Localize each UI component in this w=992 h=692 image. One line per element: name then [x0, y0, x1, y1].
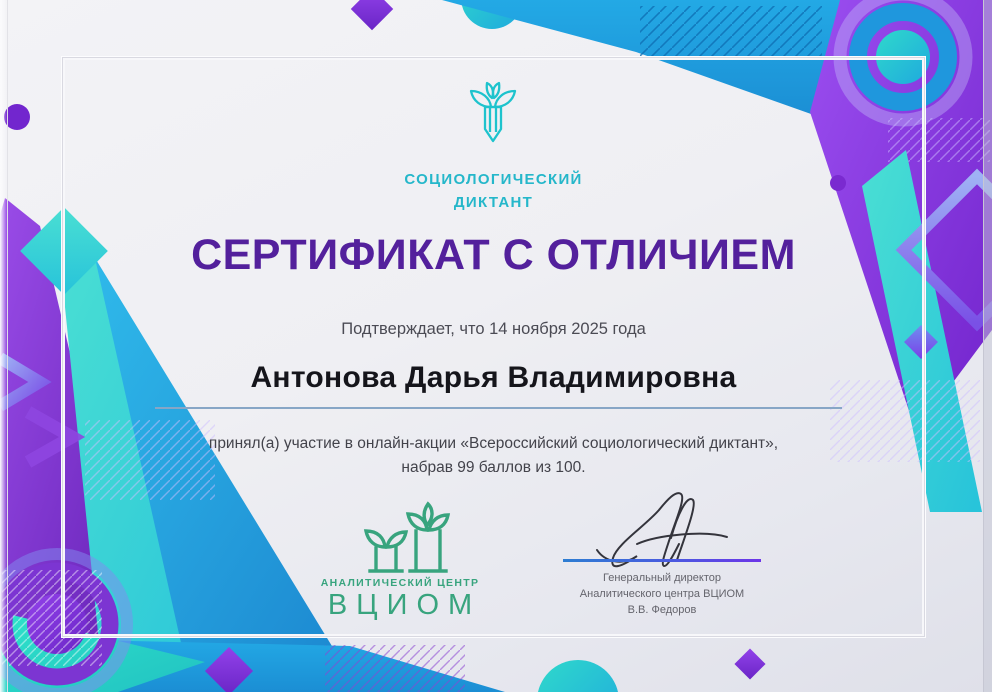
signature-line: [563, 559, 761, 562]
certificate-title: СЕРТИФИКАТ С ОТЛИЧИЕМ: [191, 231, 796, 279]
signatory-role-line1: Генеральный директор: [603, 572, 721, 584]
name-underline: [155, 407, 842, 409]
brand-line1: СОЦИОЛОГИЧЕСКИЙ: [404, 171, 583, 188]
participation-text: [62, 432, 925, 480]
issuer-center-name: ВЦИОМ: [327, 589, 482, 621]
vciom-tree-icon: [338, 501, 462, 575]
brand-line2: ДИКТАНТ: [453, 194, 534, 212]
signatory-role-line2: Аналитического центра ВЦИОМ: [579, 587, 745, 600]
confirmation-line: Подтверждает, что 14 ноября 2025 года: [341, 320, 646, 338]
participation-line1: принял(а) участие в онлайн-акции «Всероссийский социологический диктант»,: [208, 435, 779, 452]
participation-line2: набрав 99 баллов из 100.: [401, 459, 586, 477]
signatory-name: В.В. Федоров: [627, 603, 697, 616]
issuer-center-label: АНАЛИТИЧЕСКИЙ ЦЕНТР: [320, 577, 480, 589]
pencil-with-leaves-icon: [457, 80, 529, 148]
page-left-edge: [0, 0, 8, 692]
signatory-block: [553, 571, 771, 619]
page-right-edge: [983, 0, 992, 692]
recipient-name: Антонова Дарья Владимировна: [250, 361, 737, 394]
brand-name: [62, 168, 925, 215]
